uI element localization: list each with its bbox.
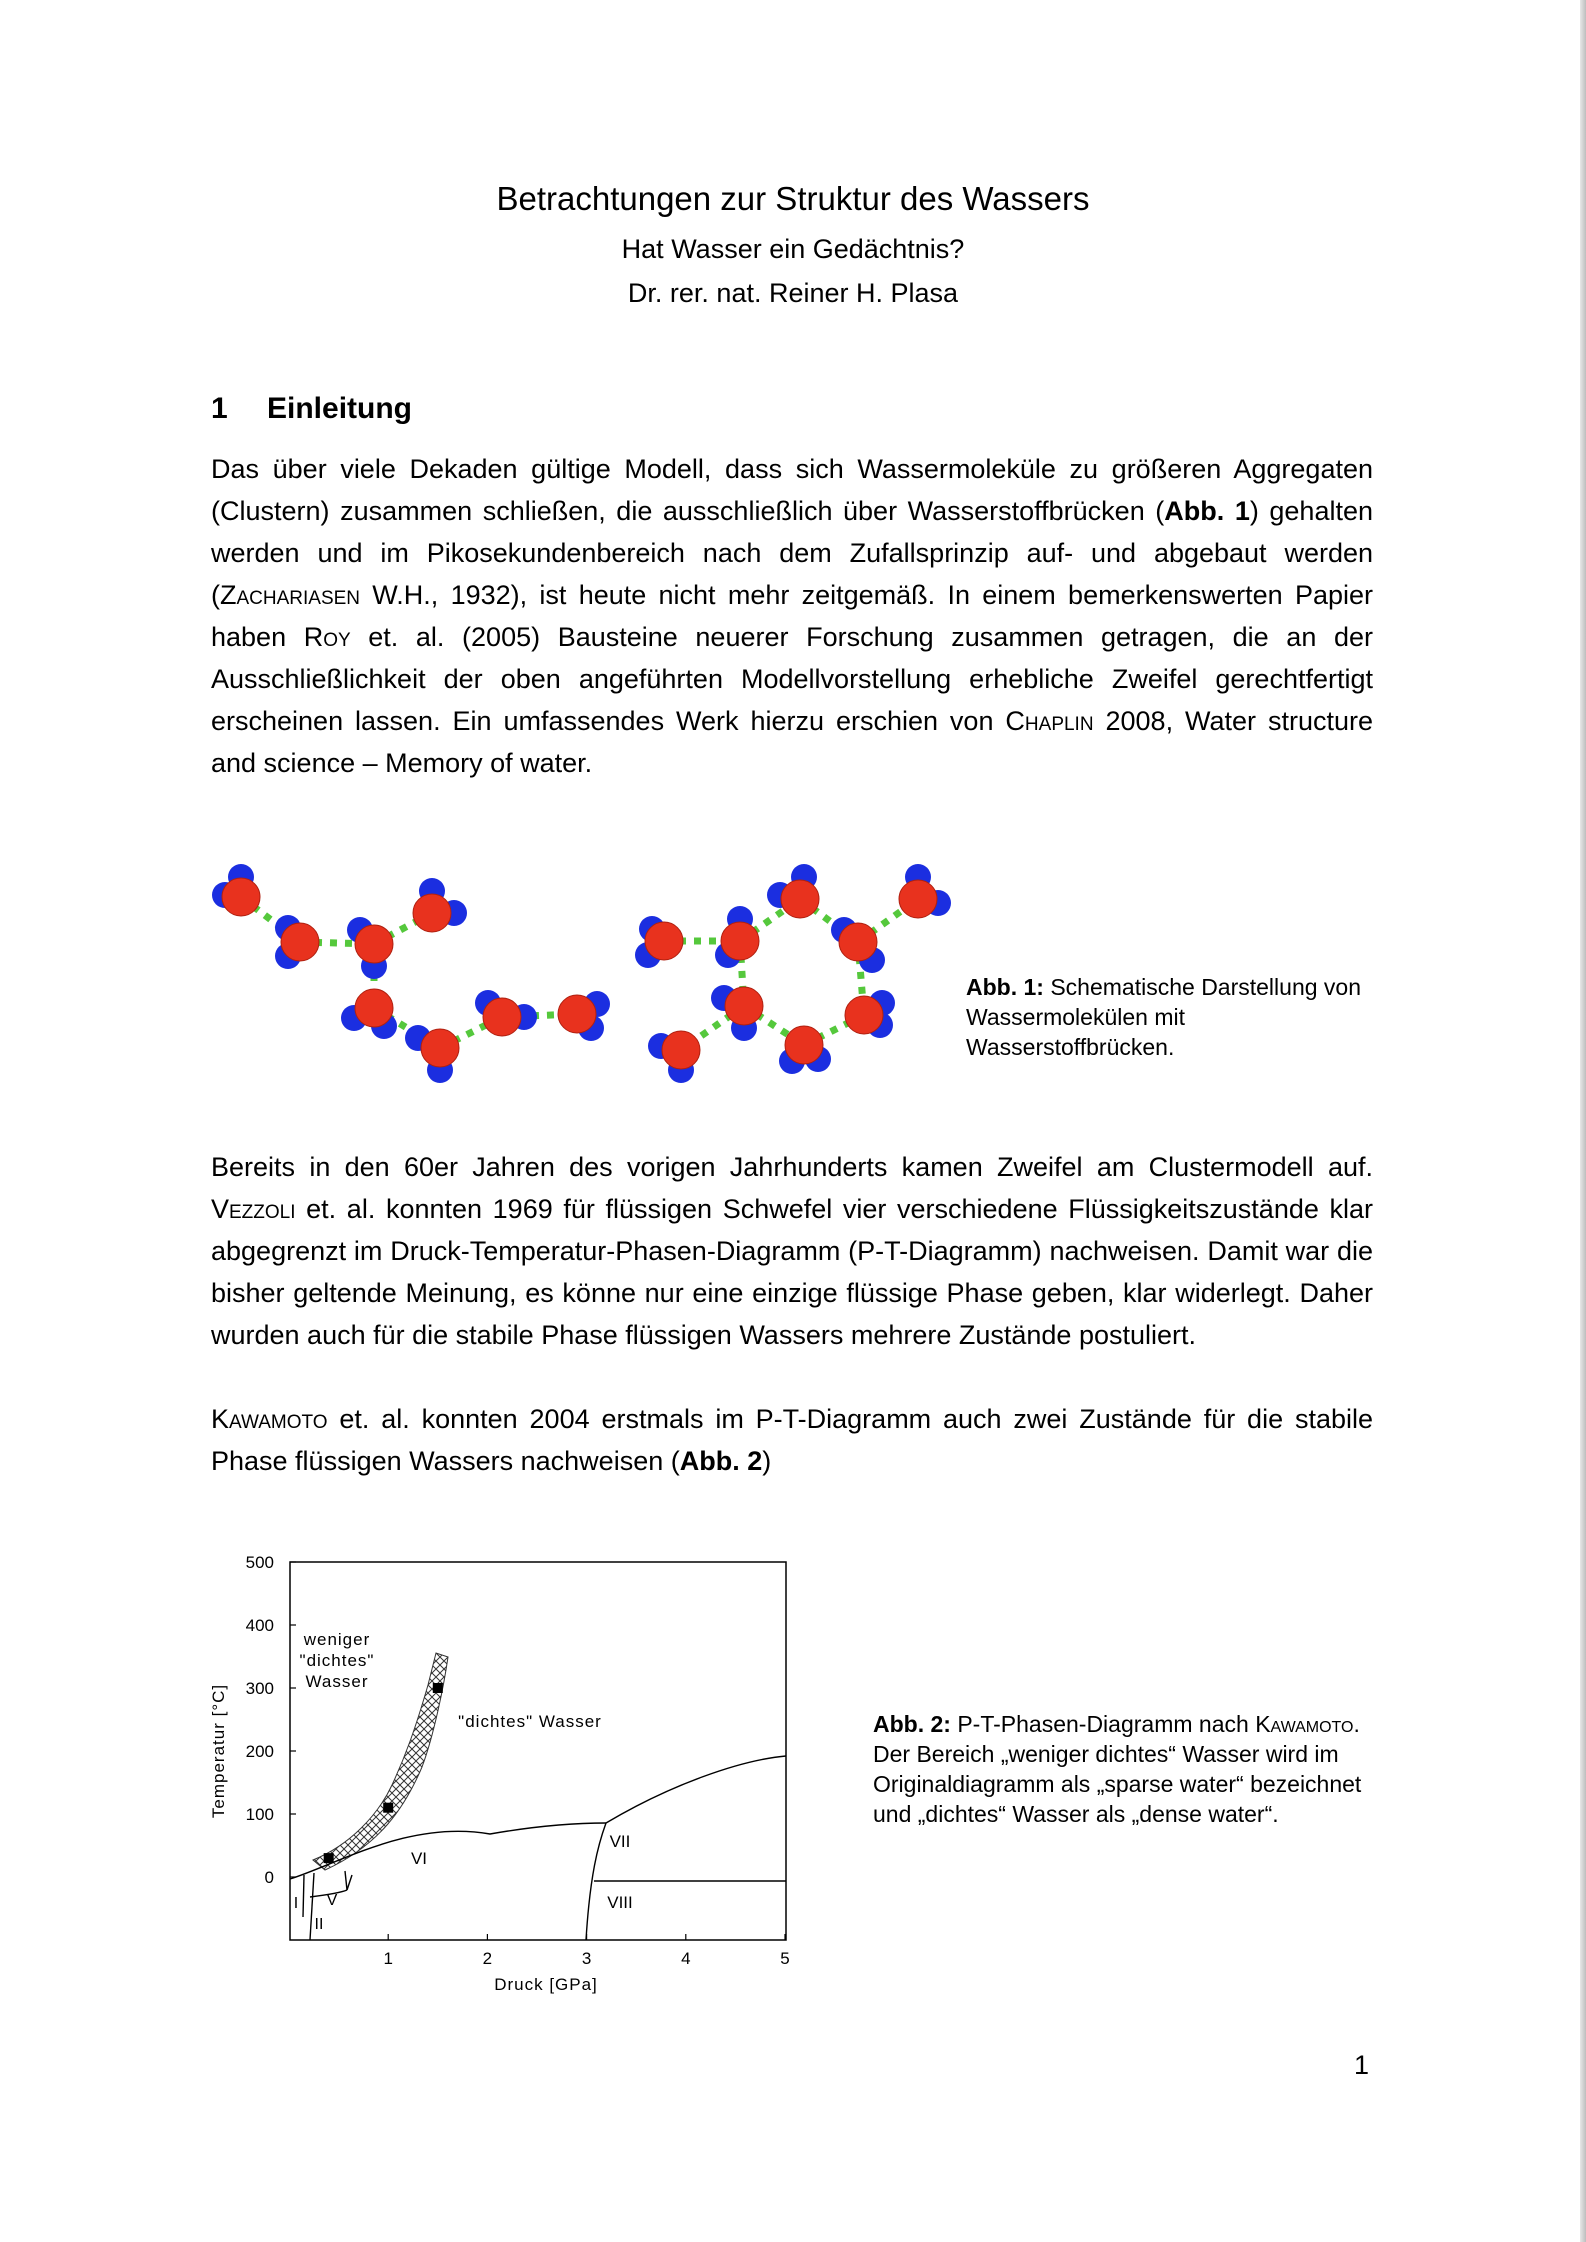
region-label-VII: VII [609,1832,631,1851]
document-author: Dr. rer. nat. Reiner H. Plasa [627,278,959,308]
oxygen-atom [721,922,759,960]
phase-boundary [347,1875,352,1890]
oxygen-atom [845,996,883,1034]
x-tick-label: 4 [681,1949,691,1968]
paragraph-introduction [211,448,1373,784]
region-label-VIII: VIII [607,1893,633,1912]
figure1-water-molecules [200,850,960,1090]
caption-label: Abb. 1: [966,974,1044,1000]
region-label-VI: VI [410,1849,428,1868]
figure-reference-abb2: Abb. 2 [679,1446,763,1476]
oxygen-atom [483,998,521,1036]
phase-boundary [345,1871,347,1890]
phase-boundary [606,1756,786,1823]
region-label-sparse: "dichtes" [299,1651,375,1670]
oxygen-atom [281,923,319,961]
oxygen-atom [662,1031,700,1069]
oxygen-atom [781,880,819,918]
water-molecule [212,864,260,916]
x-tick-label: 5 [780,1949,790,1968]
water-molecule [711,985,763,1041]
page-edge [1580,0,1586,2242]
caption-text: . Der Bereich „weniger dichtes“ Wasser wird im Originaldiagramm als „sparse water“ bezeichnet und „dichtes“ Wasser als „dense water“. [873,1711,1362,1827]
water-molecule [347,917,393,979]
region-label-sparse: Wasser [305,1672,369,1691]
page-number: 1 [1354,2050,1370,2080]
y-tick-label: 500 [245,1553,274,1572]
y-tick-label: 0 [264,1868,274,1887]
author-name: Zachariasen [220,580,361,610]
text-run: Das über viele Dekaden gültige Modell, dass sich Wassermoleküle zu größeren Aggregaten (Clustern) zusammen schließen, die ausschließlich über Wasserstoffbrücken ( [211,454,1373,526]
document-title: Betrachtungen zur Struktur des Wassers [496,180,1090,217]
author-name: Vezzoli [211,1194,296,1224]
region-label-sparse: weniger [303,1630,371,1649]
x-tick-label: 2 [482,1949,493,1968]
oxygen-atom [222,878,260,916]
region-label-II: II [314,1916,324,1933]
oxygen-atom [421,1029,459,1067]
text-run: ) [762,1446,772,1476]
text-run: W.H., 1932), ist heute nicht mehr zeitgemäß. In einem bemerkenswerten Papier haben [211,580,1373,652]
author-name: Kawamoto [211,1404,328,1434]
x-tick-label: 3 [581,1949,592,1968]
paragraph-kawamoto [211,1398,1373,1482]
caption-text: Schematische Darstellung von Wassermolekülen mit Wasserstoffbrücken. [966,974,1362,1060]
data-point [383,1803,393,1813]
molecules [212,864,951,1083]
caption-text: P-T-Phasen-Diagramm nach [950,1711,1256,1737]
text-run: et. al. (2005) Bausteine neuerer Forschung zusammen getragen, die an der Ausschließlichkeit der oben angeführten Modellvorstellung erhebliche Zweifel gerechtfertigt erscheinen lassen. Ein umfassendes Werk hierzu erschien von [211,622,1373,736]
water-molecule [635,916,683,968]
paragraph-cluster-doubts [211,1146,1373,1356]
figure1-caption [966,972,1376,1062]
text-run: Bereits in den 60er Jahren des vorigen Jahrhunderts kamen Zweifel am Clustermodell auf. [211,1152,1373,1182]
y-tick-label: 100 [245,1805,274,1824]
figure2-phase-diagram [200,1545,800,2005]
water-molecule [405,1025,459,1083]
plot-frame [290,1562,786,1940]
y-tick-label: 400 [245,1616,274,1635]
region-label-V: V [326,1892,338,1909]
oxygen-atom [355,989,393,1027]
author-name: Roy [303,622,351,652]
oxygen-atom [558,995,596,1033]
author-name: Chaplin [1005,706,1094,736]
region-label-I: I [293,1895,299,1912]
water-molecule [899,864,951,918]
oxygen-atom [785,1026,823,1064]
x-axis-label: Druck [GPa] [494,1975,598,1994]
water-molecule [845,990,895,1038]
water-molecule [767,864,819,918]
water-molecule [275,915,319,969]
document-subtitle: Hat Wasser ein Gedächtnis? [621,234,965,264]
oxygen-atom [355,925,393,963]
y-tick-label: 300 [245,1679,274,1698]
x-tick-label: 1 [383,1949,393,1968]
author-name: Kawamoto [1255,1711,1354,1737]
caption-label: Abb. 2: [873,1711,951,1737]
phase-boundary [310,1873,314,1940]
water-molecule [715,906,759,968]
water-molecule [831,917,885,973]
phase-boundary [303,1875,304,1917]
data-point [324,1853,334,1863]
section-title: Einleitung [267,392,412,425]
oxygen-atom [645,922,683,960]
water-molecule [413,878,467,932]
text-run: et. al. konnten 1969 für flüssigen Schwefel vier verschiedene Flüssigkeitszustände klar abgegrenzt im Druck-Temperatur-Phasen-Diagramm (P-T-Diagramm) nachweisen. Damit war die bisher geltende Meinung, es könne nur eine einzige flüssige Phase geben, klar widerlegt. Daher wurden auch für die stabile Phase flüssigen Wassers mehrere Zustände postuliert. [211,1194,1373,1350]
text-run: 2008, Water structure and science – Memory of water. [211,706,1373,778]
section-heading [211,392,412,426]
text-run: et. al. konnten 2004 erstmals im P-T-Diagramm auch zwei Zustände für die stabile Phase flüssigen Wassers nachweisen ( [211,1404,1373,1476]
y-axis-label: Temperatur [°C] [209,1683,228,1819]
data-point [433,1683,443,1693]
oxygen-atom [839,923,877,961]
oxygen-atom [899,880,937,918]
oxygen-atom [413,894,451,932]
region-label-dense: "dichtes" Wasser [458,1712,602,1731]
figure2-caption [873,1709,1373,1829]
water-molecule [341,989,397,1039]
figure-reference-abb1: Abb. 1 [1164,496,1250,526]
y-ticks [246,1553,296,1887]
water-molecule [558,991,610,1041]
water-molecule [648,1031,700,1083]
y-tick-label: 200 [245,1742,274,1761]
oxygen-atom [725,987,763,1025]
section-number: 1 [211,392,228,425]
text-run: ) gehalten werden und im Pikosekundenbereich nach dem Zufallsprinzip auf- und abgebaut werden ( [211,496,1373,610]
